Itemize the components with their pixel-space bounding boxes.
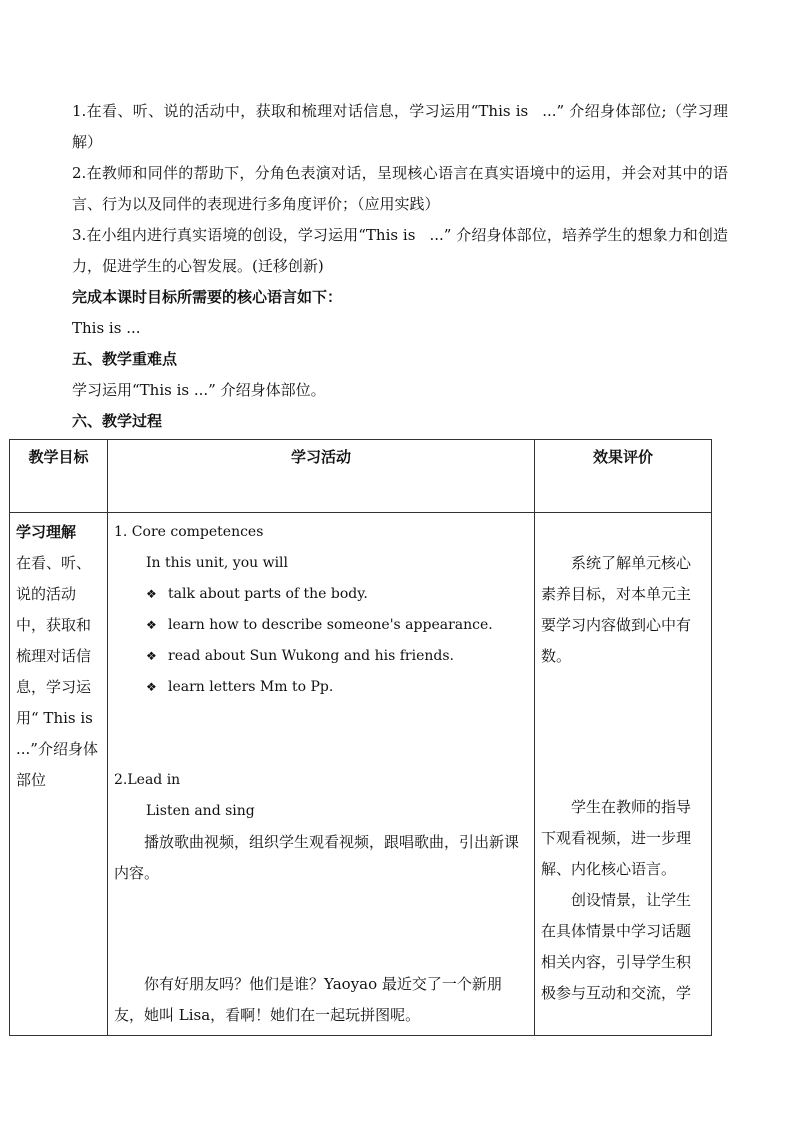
objective-title: 学习理解 (16, 523, 77, 541)
table-header-row (10, 440, 712, 513)
header-evaluation: 效果评价 (535, 440, 712, 513)
activity-2-title: 2.Lead in (114, 772, 181, 788)
diamond-bullet-icon: ❖ (146, 680, 157, 694)
evaluation-3: 创设情景，让学生在具体情景中学习话题相关内容，引导学生积极参与互动和交流，学 (541, 891, 692, 1002)
diamond-bullet-icon: ❖ (146, 649, 157, 663)
header-activity: 学习活动 (108, 440, 535, 513)
evaluation-2: 学生在教师的指导下观看视频，进一步理解、内化核心语言。 (541, 798, 692, 878)
list-item: ❖ read about Sun Wukong and his friends. (146, 641, 528, 672)
section-5-title: 五、教学重难点 (72, 350, 178, 368)
teaching-process-table (9, 439, 712, 1036)
activity-1-title: 1. Core competences (114, 524, 264, 540)
intro-section (72, 96, 728, 437)
list-item: ❖ learn letters Mm to Pp. (146, 672, 528, 703)
core-language-heading: 完成本课时目标所需要的核心语言如下： (72, 288, 343, 306)
list-item: ❖ talk about parts of the body. (146, 579, 528, 610)
objective-text: 在看、听、说的活动中，获取和梳理对话信息，学习运用“ This is ...”介绍身体部位 (16, 554, 98, 789)
key-point-text: 学习运用“This is ...” 介绍身体部位。 (72, 381, 326, 399)
diamond-bullet-icon: ❖ (146, 587, 157, 601)
objective-3: 3.在小组内进行真实语境的创设，学习运用“This is ...” 介绍身体部位，培养学生的想象力和创造力，促进学生的心智发展。(迁移创新) (72, 226, 729, 275)
activity-cell (108, 513, 535, 1036)
activity-2-story: 你有好朋友吗？他们是谁？Yaoyao 最近交了一个新朋友，她叫 Lisa，看啊！她们在一起玩拼图呢。 (114, 975, 502, 1024)
section-6-title: 六、教学过程 (72, 412, 163, 430)
objective-cell (10, 513, 108, 1036)
activity-2-subtitle: Listen and sing (146, 803, 255, 819)
activity-1-bullets (114, 579, 528, 703)
core-language-text: This is ... (72, 319, 141, 337)
table-row (10, 513, 712, 1036)
evaluation-1: 系统了解单元核心素养目标，对本单元主要学习内容做到心中有数。 (541, 554, 692, 665)
objective-1: 1.在看、听、说的活动中，获取和梳理对话信息，学习运用“This is ...” 介绍身体部位;（学习理解） (72, 102, 728, 151)
activity-2-text: 播放歌曲视频，组织学生观看视频，跟唱歌曲，引出新课内容。 (114, 833, 520, 882)
header-objective: 教学目标 (10, 440, 108, 513)
evaluation-cell (535, 513, 712, 1036)
objective-2: 2.在教师和同伴的帮助下，分角色表演对话，呈现核心语言在真实语境中的运用，并会对其中的语言、行为以及同伴的表现进行多角度评价；（应用实践） (72, 164, 728, 213)
activity-1-intro: In this unit, you will (146, 555, 289, 571)
diamond-bullet-icon: ❖ (146, 618, 157, 632)
list-item: ❖ learn how to describe someone's appearance. (146, 610, 528, 641)
